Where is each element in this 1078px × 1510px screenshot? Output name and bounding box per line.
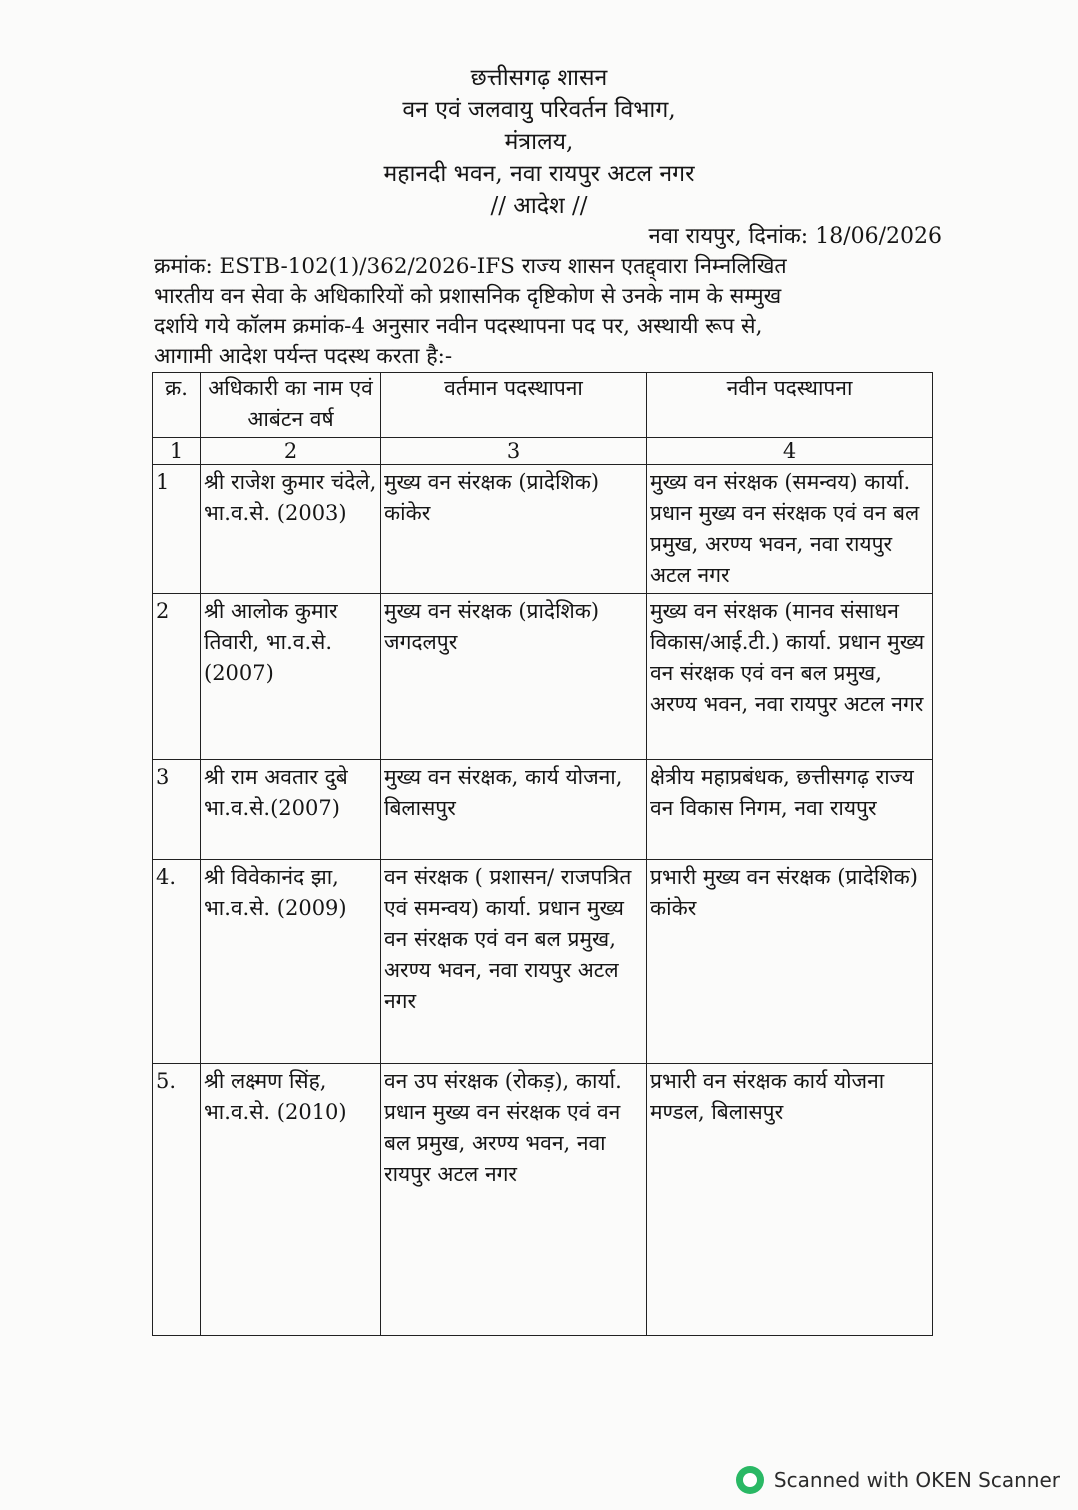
- column-number: 3: [381, 438, 647, 465]
- serial-cell: 5.: [153, 1064, 201, 1336]
- intro-line: क्रमांक: ESTB-102(1)/362/2026-IFS राज्य शासन एतद्द्वारा निम्नलिखित: [154, 254, 787, 279]
- officer-cell: श्री राजेश कुमार चंदेले, भा.व.से. (2003): [201, 465, 381, 594]
- new-posting-cell: मुख्य वन संरक्षक (मानव संसाधन विकास/आई.टी.) कार्या. प्रधान मुख्य वन संरक्षक एवं वन बल प्रमुख, अरण्य भवन, नवा रायपुर अटल नगर: [647, 594, 933, 760]
- new-posting-cell: प्रभारी मुख्य वन संरक्षक (प्रादेशिक) कांकेर: [647, 860, 933, 1064]
- office-address: महानदी भवन, नवा रायपुर अटल नगर: [383, 161, 695, 187]
- intro-line: भारतीय वन सेवा के अधिकारियों को प्रशासनिक दृष्टिकोण से उनके नाम के सम्मुख: [154, 284, 782, 309]
- header-serial: क्र.: [153, 373, 201, 438]
- new-posting-cell: मुख्य वन संरक्षक (समन्वय) कार्या. प्रधान मुख्य वन संरक्षक एवं वन बल प्रमुख, अरण्य भवन, नवा रायपुर अटल नगर: [647, 465, 933, 594]
- header-current-posting: वर्तमान पदस्थापना: [381, 373, 647, 438]
- officer-cell: श्री आलोक कुमार तिवारी, भा.व.से. (2007): [201, 594, 381, 760]
- table-row: [153, 465, 933, 594]
- officer-cell: श्री राम अवतार दुबे भा.व.से.(2007): [201, 760, 381, 860]
- government-name: छत्तीसगढ़ शासन: [470, 65, 608, 91]
- serial-cell: 2: [153, 594, 201, 760]
- table-row: [153, 760, 933, 860]
- department-name: वन एवं जलवायु परिवर्तन विभाग,: [402, 97, 676, 123]
- serial-cell: 3: [153, 760, 201, 860]
- ministry-name: मंत्रालय,: [504, 129, 574, 155]
- serial-cell: 1: [153, 465, 201, 594]
- officer-cell: श्री विवेकानंद झा, भा.व.से. (2009): [201, 860, 381, 1064]
- header-new-posting: नवीन पदस्थापना: [647, 373, 933, 438]
- posting-table: [152, 372, 933, 1336]
- officer-cell: श्री लक्ष्मण सिंह, भा.व.से. (2010): [201, 1064, 381, 1336]
- scanner-watermark: [736, 1466, 1060, 1494]
- column-number: 2: [201, 438, 381, 465]
- column-number: 4: [647, 438, 933, 465]
- table-row: [153, 1064, 933, 1336]
- column-number: 1: [153, 438, 201, 465]
- table-row: [153, 860, 933, 1064]
- new-posting-cell: प्रभारी वन संरक्षक कार्य योजना मण्डल, बिलासपुर: [647, 1064, 933, 1336]
- current-posting-cell: मुख्य वन संरक्षक (प्रादेशिक) जगदलपुर: [381, 594, 647, 760]
- current-posting-cell: मुख्य वन संरक्षक (प्रादेशिक) कांकेर: [381, 465, 647, 594]
- serial-cell: 4.: [153, 860, 201, 1064]
- current-posting-cell: मुख्य वन संरक्षक, कार्य योजना, बिलासपुर: [381, 760, 647, 860]
- place-date-line: नवा रायपुर, दिनांक: 18/06/2026: [648, 224, 942, 249]
- order-title: // आदेश //: [490, 193, 588, 219]
- header-officer: अधिकारी का नाम एवं आबंटन वर्ष: [201, 373, 381, 438]
- oken-scanner-logo-icon: [736, 1466, 764, 1494]
- current-posting-cell: वन उप संरक्षक (रोकड़), कार्या. प्रधान मुख्य वन संरक्षक एवं वन बल प्रमुख, अरण्य भवन, नवा रायपुर अटल नगर: [381, 1064, 647, 1336]
- order-intro-paragraph: [154, 252, 944, 372]
- intro-line: आगामी आदेश पर्यन्त पदस्थ करता है:-: [154, 344, 453, 369]
- new-posting-cell: क्षेत्रीय महाप्रबंधक, छत्तीसगढ़ राज्य वन विकास निगम, नवा रायपुर: [647, 760, 933, 860]
- letterhead: [0, 62, 1078, 222]
- current-posting-cell: वन संरक्षक ( प्रशासन/ राजपत्रित एवं समन्वय) कार्या. प्रधान मुख्य वन संरक्षक एवं वन बल प्रमुख, अरण्य भवन, नवा रायपुर अटल नगर: [381, 860, 647, 1064]
- table-header-row: [153, 373, 933, 438]
- column-number-row: [153, 438, 933, 465]
- intro-line: दर्शाये गये कॉलम क्रमांक-4 अनुसार नवीन पदस्थापना पद पर, अस्थायी रूप से,: [154, 314, 763, 339]
- table-row: [153, 594, 933, 760]
- scanner-watermark-text: Scanned with OKEN Scanner: [773, 1468, 1060, 1492]
